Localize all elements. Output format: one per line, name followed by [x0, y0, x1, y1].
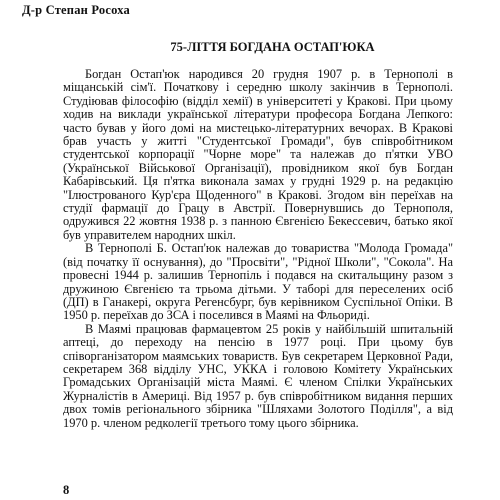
article-title: 75-ЛІТТЯ БОГДАНА ОСТАП'ЮКА: [170, 40, 375, 54]
paragraph-1: Богдан Остап'юк народився 20 грудня 1907 р. в Тернополі в міщанській сім'ї. Початкову і середню школу закінчив в Тернополі. Студіював філософію (відділ хемії) в університеті у Кракові. При цьому ходив на виклади української літератури професора Богдана Лепкого: часто бував у його домі на мистецько-літературних вечорах. В Кракові брав участь у житті "Студентської Громади", був співробітником студентської корпорації "Чорне море" та належав до п'ятки УВО (Української Військової Організації), провідником якої був Богдан Кабарівський. Ця п'ятка виконала замах у грудні 1929 р. на редакцію "Ілюстрованого Кур'єра Щоденного" в Кракові. Згодом він переїхав на студії фармації до Грацу в Австрії. Повернувшись до Тернополя, одружився 22 жовтня 1938 р. з панною Євгенією Бекессевич, батько якої був управителем народних шкіл.: [63, 67, 453, 242]
paragraph-2: В Тернополі Б. Остап'юк належав до товариства "Молода Громада" (від початку її оснування), до "Просвіти", "Рідної Школи", "Сокола". На провесні 1944 р. залишив Тернопіль і подався на скитальщину разом з дружиною Євгенією та трьома дітьми. У таборі для переселених осіб (ДП) в Ганакері, округа Регенсбург, був керівником Суспільної Опіки. В 1950 р. переїхав до ЗСА і поселився в Маямі на Фльориді.: [63, 241, 453, 323]
page-number: 8: [63, 483, 70, 497]
paragraph-3: В Маямі працював фармацевтом 25 років у найбільшій шпитальній аптеці, до переходу на пенсію в 1977 році. При цьому був співорганізатором маямських товариств. Був секретарем Церковної Ради, секретарем 368 відділу УНС, УККА і головою Комітету Українських Громадських Організацій міста Маямі. Є членом Спілки Українських Журналістів в Америці. Від 1957 р. був співробітником видання перших двох томів регіонального збірника "Шляхами Золотого Поділля", а від 1970 р. членом редколегії третього тому цього збірника.: [63, 321, 453, 430]
article-body: [63, 68, 453, 430]
author-name: Д-р Степан Росоха: [22, 3, 130, 17]
